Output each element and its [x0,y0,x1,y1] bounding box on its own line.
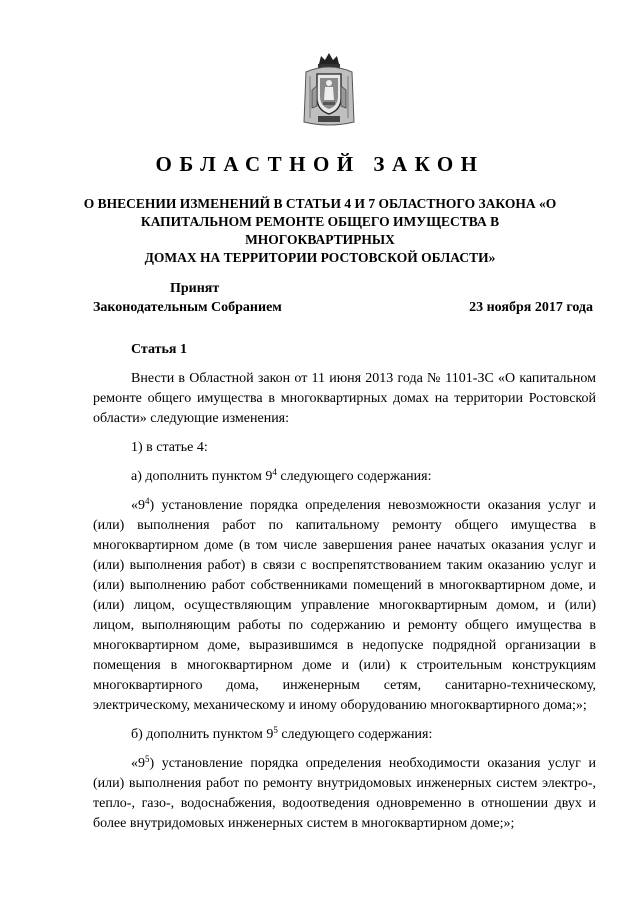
subtitle-line: КАПИТАЛЬНОМ РЕМОНТЕ ОБЩЕГО ИМУЩЕСТВА В МНОГОКВАРТИРНЫХ [140,214,500,247]
subitem-b-text-end: следующего содержания: [277,727,433,742]
subtitle-line: ДОМАХ НА ТЕРРИТОРИИ РОСТОВСКОЙ ОБЛАСТИ» [144,250,496,265]
adopted-by-label: Законодательным Собранием [93,300,282,315]
superscript: 5 [145,754,150,764]
superscript: 4 [272,467,277,477]
quoted-clause-9-5 [93,754,596,834]
article-heading: Статья 1 [131,342,187,357]
adoption-block [93,279,593,317]
superscript: 4 [145,496,150,506]
quote-open: «9 [131,756,145,771]
subitem-b-text: б) дополнить пунктом 9 [131,727,274,742]
subitem-a-text: а) дополнить пунктом 9 [131,469,273,484]
subtitle-line: О ВНЕСЕНИИ ИЗМЕНЕНИЙ В СТАТЬИ 4 И 7 ОБЛАСТНОГО ЗАКОНА «О [83,196,557,211]
quote-text: ) установление порядка определения необходимости оказания услуг и (или) выполнения работ по ремонту внутридомовых инженерных систем электро-, тепло-, газо-, водоснабжения, водоотведения одновременно в отношении двух и более внутридомовых инженерных систем в многоквартирном доме;»; [93,756,596,831]
adopted-label: Принят [170,281,220,296]
law-subtitle [80,195,560,267]
quote-text: ) установление порядка определения невозможности оказания услуг и (или) выполнения работ по капитальному ремонту общего имущества в многоквартирном доме (в том числе завершения ранее начатых оказания услуг и (или) выполнения работ) в связи с воспрепятствованием таким оказанию услуг и (или) выполнению работ собственниками помещений в многоквартирном доме, и (или) лицом, осуществляющим управление многоквартирным домом, и (или) лицом, выполняющим работы по содержанию и ремонту общего имущества в многоквартирном доме, выразившимся в недопуске подрядной организации в помещения в многоквартирном доме и (или) к строительным конструкциям многоквартирного дома, инженерным сетям, санитарно-техническому, электрическому, механическому и иному оборудованию многоквартирного дома;»; [93,498,596,713]
coat-of-arms-icon [300,50,358,130]
subitem-a [93,467,596,487]
item-1: 1) в статье 4: [131,440,208,455]
document-title: ОБЛАСТНОЙ ЗАКОН [155,152,485,176]
quoted-clause-9-4 [93,496,596,716]
quote-open: «9 [131,498,145,513]
article-intro: Внести в Областной закон от 11 июня 2013 года № 1101-ЗС «О капитальном ремонте общего имущества в многоквартирных домах на территории Ростовской области» следующие изменения: [93,371,596,426]
subitem-a-text-end: следующего содержания: [276,469,432,484]
subitem-b [93,725,596,745]
article-body [93,340,596,834]
superscript: 5 [273,725,278,735]
adoption-date: 23 ноября 2017 года [469,300,593,315]
